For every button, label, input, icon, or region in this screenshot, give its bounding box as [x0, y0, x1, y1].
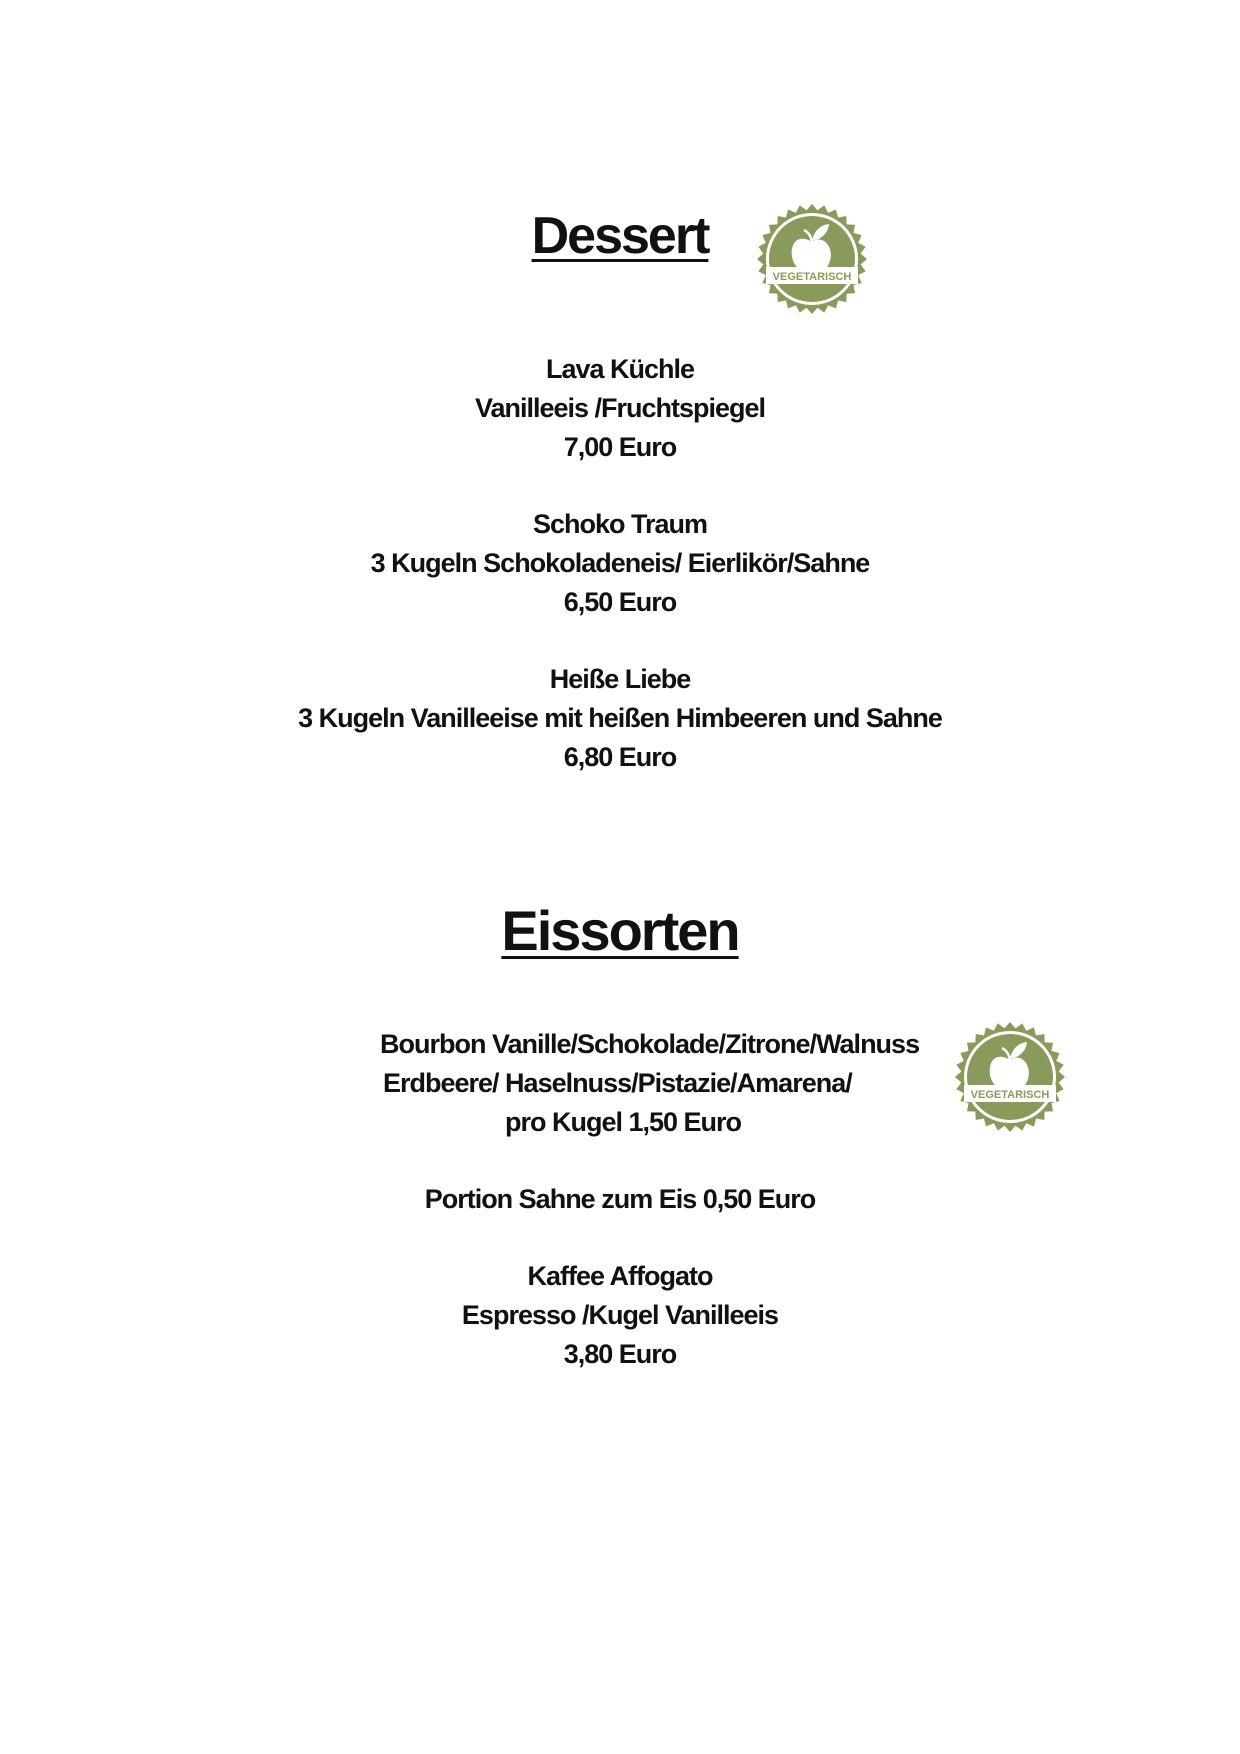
item-name: Schoko Traum	[532, 509, 708, 539]
dessert-item-2	[0, 505, 1240, 622]
badge-label: VEGETARISCH	[970, 1089, 1050, 1101]
item-description: Espresso /Kugel Vanilleeis	[461, 1300, 779, 1330]
badge-label: VEGETARISCH	[772, 271, 852, 283]
item-price: 6,50 Euro	[563, 587, 677, 617]
vegetarian-badge	[756, 203, 868, 315]
item-name: Heiße Liebe	[549, 664, 691, 694]
flavors-line-2: Erdbeere/ Haselnuss/Pistazie/Amarena/	[383, 1068, 852, 1098]
item-price: 6,80 Euro	[563, 742, 677, 772]
item-description: 3 Kugeln Schokoladeneis/ Eierlikör/Sahne	[370, 548, 870, 578]
price-per-scoop: pro Kugel 1,50 Euro	[505, 1107, 742, 1137]
dessert-item-1	[0, 350, 1240, 467]
affogato-item	[0, 1257, 1240, 1374]
item-price: 7,00 Euro	[563, 432, 677, 462]
cream-text: Portion Sahne zum Eis 0,50 Euro	[424, 1184, 816, 1214]
flavors-line-1: Bourbon Vanille/Schokolade/Zitrone/Walnuss	[380, 1029, 920, 1059]
item-description: Vanilleeis /Fruchtspiegel	[474, 393, 766, 423]
item-price: 3,80 Euro	[563, 1339, 677, 1369]
item-name: Lava Küchle	[545, 354, 695, 384]
eissorten-flavors	[380, 1025, 920, 1142]
item-description: 3 Kugeln Vanilleeise mit heißen Himbeeren und Sahne	[298, 703, 942, 733]
dessert-heading: Dessert	[531, 207, 709, 265]
vegetarian-badge	[954, 1021, 1066, 1133]
dessert-item-3	[0, 660, 1240, 777]
item-name: Kaffee Affogato	[527, 1261, 713, 1291]
eissorten-heading: Eissorten	[501, 899, 739, 962]
cream-portion	[0, 1180, 1240, 1219]
